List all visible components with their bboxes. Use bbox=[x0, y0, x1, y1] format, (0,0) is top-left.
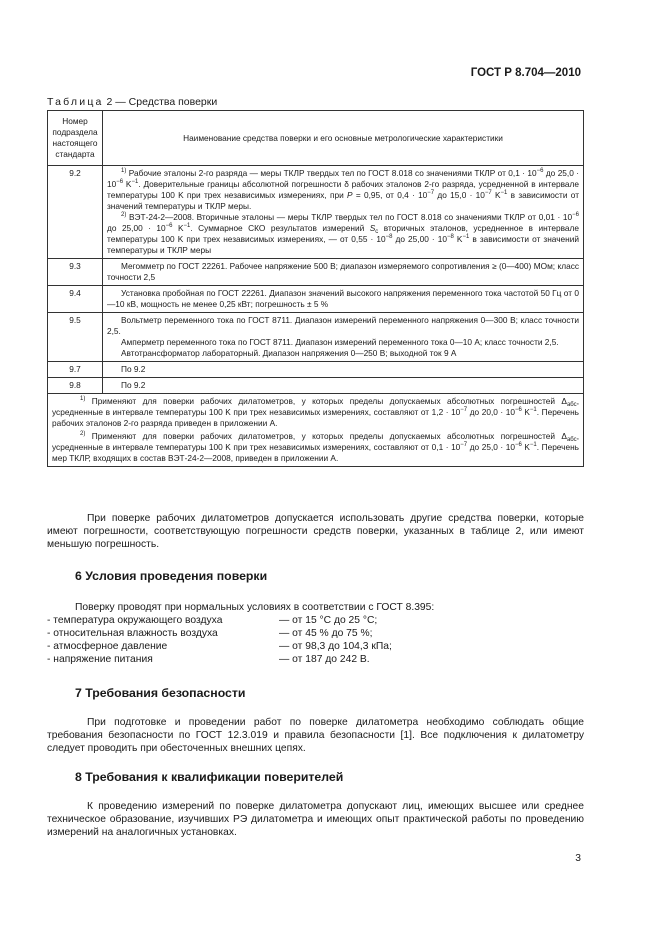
conditions-block bbox=[47, 601, 584, 666]
row-number: 9.2 bbox=[48, 166, 103, 259]
table-caption bbox=[47, 96, 217, 108]
row-number: 9.5 bbox=[48, 313, 103, 362]
condition-item: - атмосферное давление — от 98,3 до 104,3 кПа; bbox=[47, 641, 392, 652]
table-caption-title: 2 — Средства поверки bbox=[103, 96, 218, 108]
table-header-row bbox=[48, 111, 584, 166]
section-7-text: При подготовке и проведении работ по поверке дилатометра необходимо соблюдать общие требования безопасности по ГОСТ 12.3.019 и правила безопасности [1]. Все подключения к дилатометру следует проводить при обесточенных внешних цепях. bbox=[47, 717, 584, 754]
table-row bbox=[48, 313, 584, 362]
row-description: $^{1)}$ Рабочие эталоны 2-го разряда — меры ТКЛР твердых тел по ГОСТ 8.018 со значениями ТКЛР от $0,1 \cdot 10^{-6}$ до $25,0 \cdot 10^{-6}$ $K^{-1}$. Доверительные границы абсолютной погрешности δ рабочих эталонов 2-го разряда, усредненной в интервале температуры 100 K при трех независимых измерениях, при P = 0,95, от $0,4 \cdot 10^{-7}$ до $15,0 \cdot 10^{-7}$ $K^{-1}$ в зависимости от значений температуры и ТКЛР меры. $^{2)}$ ВЭТ-24-2—2008. Вторичные эталоны — меры ТКЛР твердых тел по ГОСТ 8.018 со значениями ТКЛР от $0,01 \cdot 10^{-6}$ до $25,00 \cdot 10^{-6}$ $K^{-1}$. Суммарное СКО результатов измерений $S_c$ вторичных эталонов, усредненное в интервале температуры 100 K при трех независимых измерениях, — от $0,55 \cdot 10^{-8}$ до $25,00 \cdot 10^{-8}$ $K^{-1}$ в зависимости от значений температуры и ТКЛР меры bbox=[103, 166, 584, 259]
header-tool-description: Наименование средства поверки и его основные метрологические характеристики bbox=[103, 111, 584, 166]
table-caption-word: Таблица bbox=[47, 96, 104, 108]
section-8-text: К проведению измерений по поверке дилатометра допускают лиц, имеющих высшее или среднее техническое образование, изучивших РЭ дилатометра и имеющих опыт практической работы по проведению измерений на аналогичных установках. bbox=[47, 801, 584, 838]
table-row bbox=[48, 259, 584, 286]
condition-item: - напряжение питания — от 187 до 242 В. bbox=[47, 654, 370, 665]
page-number: 3 bbox=[575, 853, 581, 864]
table-row bbox=[48, 362, 584, 378]
document-code: ГОСТ Р 8.704—2010 bbox=[470, 67, 581, 79]
row-description: По 9.2 bbox=[103, 362, 584, 378]
verification-tools-table bbox=[47, 110, 584, 467]
conditions-intro: Поверку проводят при нормальных условиях в соответствии с ГОСТ 8.395: bbox=[75, 602, 435, 613]
row-description: По 9.2 bbox=[103, 378, 584, 394]
table-row bbox=[48, 286, 584, 313]
table-footnotes: $^{1)}$ Применяют для поверки рабочих дилатометров, у которых пределы допускаемых абсолютных погрешностей $\Delta_{абс}$, усредненные в интервале температуры 100 K при трех независимых измерениях, составляют от $1,2 \cdot 10^{-7}$ до $20,0 \cdot 10^{-6}$ $K^{-1}$. Перечень рабочих эталонов 2-го разряда приведен в приложении А. $^{2)}$ Применяют для поверки рабочих дилатометров, у которых пределы допускаемых абсолютных погрешностей $\Delta_{абс}$, усредненные в интервале температуры 100 K при трех независимых измерениях, составляют от $0,1 \cdot 10^{-7}$ до $25,0 \cdot 10^{-6}$ $K^{-1}$. Перечень мер ТКЛР, входящих в состав ВЭТ-24-2—2008, приведен в приложении А. bbox=[48, 394, 584, 467]
row-number: 9.3 bbox=[48, 259, 103, 286]
row-description: Установка пробойная по ГОСТ 22261. Диапазон значений высокого напряжения переменного тока частотой 50 Гц от 0—10 кВ, мощность не менее 0,25 кВт; погрешность ± 5 % bbox=[103, 286, 584, 313]
row-number: 9.4 bbox=[48, 286, 103, 313]
row-number: 9.7 bbox=[48, 362, 103, 378]
row-description: Мегомметр по ГОСТ 22261. Рабочее напряжение 500 В; диапазон измеряемого сопротивления ≥ (0—400) МОм; класс точности 2,5 bbox=[103, 259, 584, 286]
row-number: 9.8 bbox=[48, 378, 103, 394]
section-7-title: 7 Требования безопасности bbox=[75, 686, 246, 700]
section-6-title: 6 Условия проведения поверки bbox=[75, 569, 268, 583]
section-8-title: 8 Требования к квалификации поверителей bbox=[75, 770, 344, 784]
header-section-number: Номер подраздела настоящего стандарта bbox=[48, 111, 103, 166]
paragraph-after-table: При поверке рабочих дилатометров допускается использовать другие средства поверки, которые имеют погрешности, соответствующую погрешности средств поверки, указанных в таблице 2, или имеют меньшую погрешность. bbox=[47, 513, 584, 550]
table-row bbox=[48, 166, 584, 259]
condition-item: - относительная влажность воздуха — от 45 % до 75 %; bbox=[47, 628, 373, 639]
table-row bbox=[48, 378, 584, 394]
table-footnotes-row bbox=[48, 394, 584, 467]
condition-item: - температура окружающего воздуха — от 15 °С до 25 °С; bbox=[47, 615, 378, 626]
row-description: Вольтметр переменного тока по ГОСТ 8711. Диапазон измерений переменного напряжения 0—300 В; класс точности 2,5. Амперметр переменного тока по ГОСТ 8711. Диапазон измерений переменного тока 0—10 А; класс точности 2,5. Автотрансформатор лабораторный. Диапазон напряжения 0—250 В; выходной ток 9 А bbox=[103, 313, 584, 362]
